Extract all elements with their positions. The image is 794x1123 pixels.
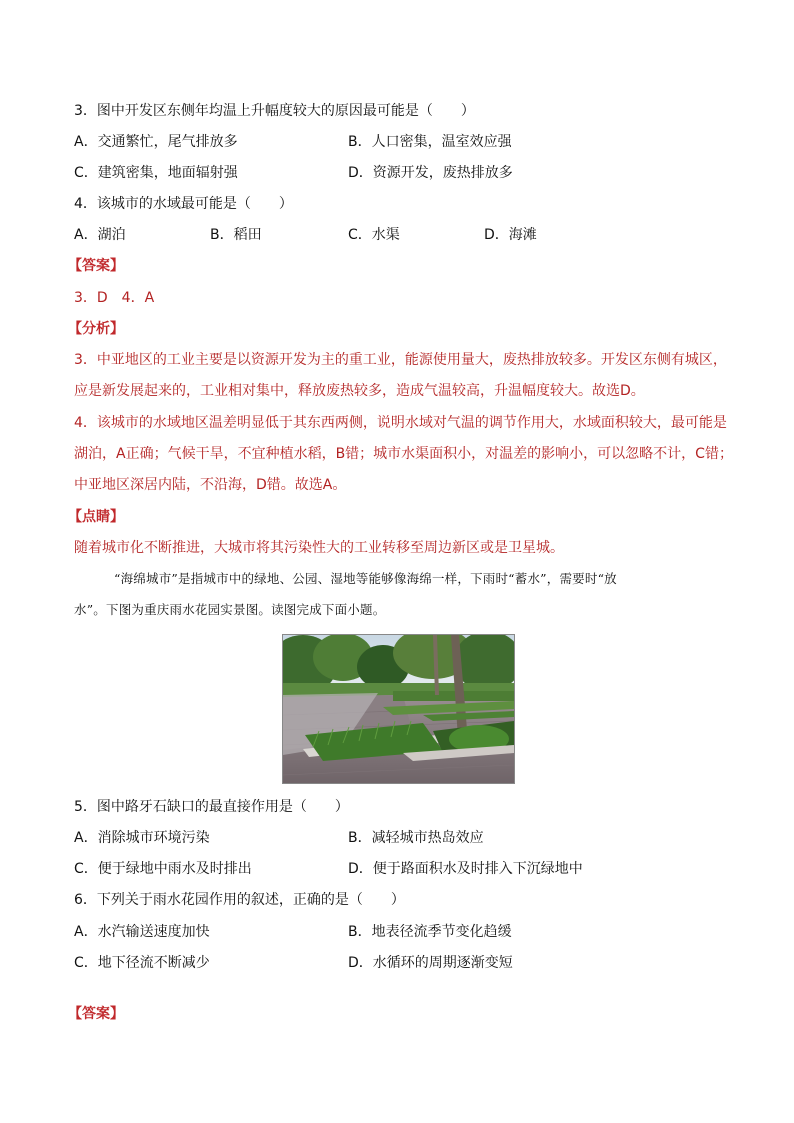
analysis-line-2: 应是新发展起来的，工业相对集中，释放废热较多，造成气温较高，升温幅度较大。故选D。 xyxy=(74,383,645,399)
analysis-line-4: 湖泊，A正确；气候干旱，不宜种植水稻，B错；城市水渠面积小，对温差的影响小，可以忽略不计，C错； xyxy=(74,446,733,462)
analysis-tag: 【分析】 xyxy=(68,321,124,337)
q3-stem: 3．图中开发区东侧年均温上升幅度较大的原因最可能是（ ） xyxy=(74,103,475,119)
analysis-line-3: 4．该城市的水域地区温差明显低于其东西两侧，说明水域对气温的调节作用大，水域面积较大，最可能是 xyxy=(74,415,727,431)
intro-line-2: 水”。下图为重庆雨水花园实景图。读图完成下面小题。 xyxy=(74,602,386,617)
q5-option-b: B．减轻城市热岛效应 xyxy=(348,830,484,846)
q5-option-c: C．便于绿地中雨水及时排出 xyxy=(74,861,252,877)
q6-option-d: D．水循环的周期逐渐变短 xyxy=(348,955,513,971)
q4-option-a: A．湖泊 xyxy=(74,227,126,243)
answer-tag: 【答案】 xyxy=(68,258,124,274)
analysis-line-5: 中亚地区深居内陆，不沿海，D错。故选A。 xyxy=(74,477,347,493)
q6-stem: 6．下列关于雨水花园作用的叙述，正确的是（ ） xyxy=(74,892,405,908)
q3-option-c: C．建筑密集，地面辐射强 xyxy=(74,165,238,181)
q6-option-b: B．地表径流季节变化趋缓 xyxy=(348,924,512,940)
q5-option-a: A．消除城市环境污染 xyxy=(74,830,210,846)
analysis-line-1: 3．中亚地区的工业主要是以资源开发为主的重工业，能源使用量大，废热排放较多。开发区东侧有城区， xyxy=(74,352,727,368)
q3-option-a: A．交通繁忙，尾气排放多 xyxy=(74,134,238,150)
answer-text: 3．D 4．A xyxy=(74,290,155,306)
q6-option-a: A．水汽输送速度加快 xyxy=(74,924,210,940)
answer-tag-2: 【答案】 xyxy=(68,1006,124,1022)
dianjing-tag: 【点睛】 xyxy=(68,509,124,525)
q4-option-b: B．稻田 xyxy=(210,227,262,243)
intro-line-1: “海绵城市”是指城市中的绿地、公园、湿地等能够像海绵一样，下雨时“蓄水”，需要时“放 xyxy=(114,571,617,586)
q4-option-c: C．水渠 xyxy=(348,227,400,243)
q5-stem: 5．图中路牙石缺口的最直接作用是（ ） xyxy=(74,799,349,815)
q3-option-b: B．人口密集，温室效应强 xyxy=(348,134,512,150)
q4-option-d: D．海滩 xyxy=(484,227,537,243)
q5-option-d: D．便于路面积水及时排入下沉绿地中 xyxy=(348,861,583,877)
dianjing-text: 随着城市化不断推进，大城市将其污染性大的工业转移至周边新区或是卫星城。 xyxy=(74,540,564,556)
rain-garden-photo xyxy=(282,634,515,784)
q3-option-d: D．资源开发，废热排放多 xyxy=(348,165,513,181)
q4-stem: 4．该城市的水域最可能是（ ） xyxy=(74,196,293,212)
q6-option-c: C．地下径流不断减少 xyxy=(74,955,210,971)
